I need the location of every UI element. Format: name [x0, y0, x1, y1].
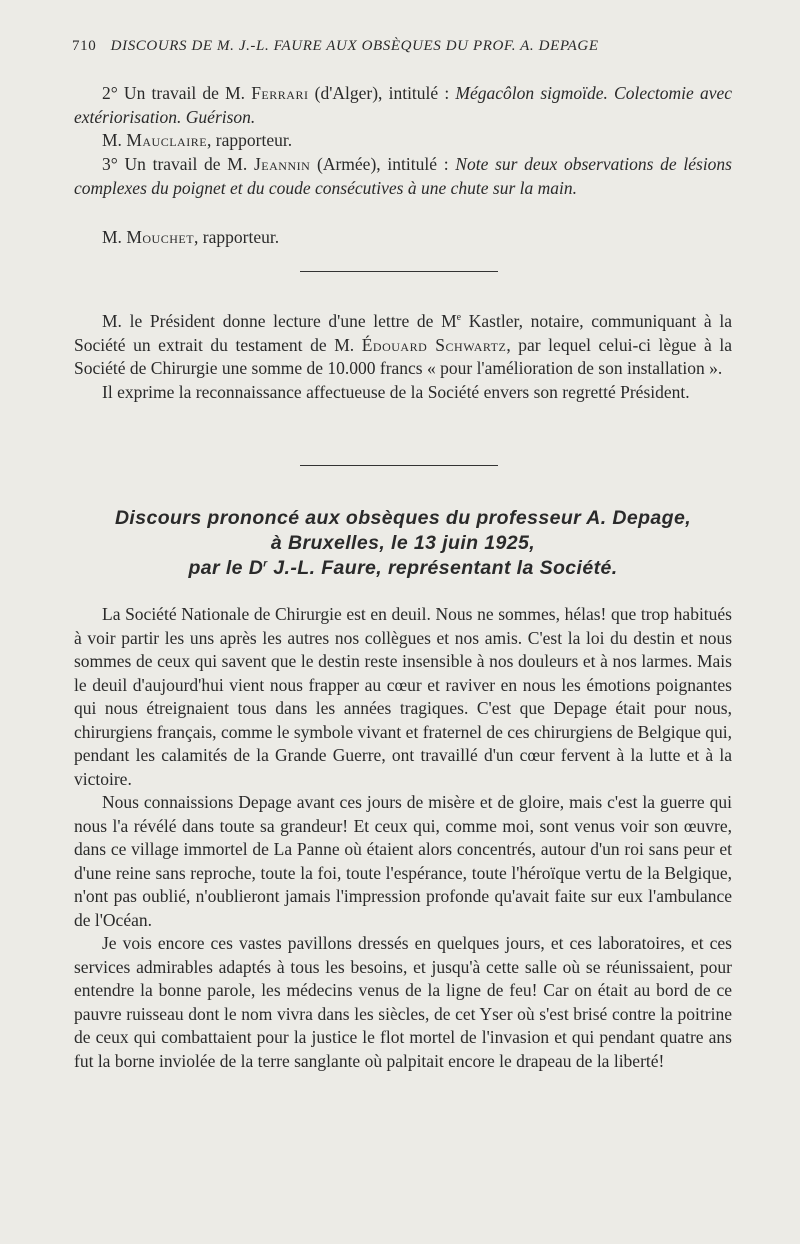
speech-body	[74, 603, 732, 1073]
speech-paragraph-1: La Société Nationale de Chirurgie est en deuil. Nous ne sommes, hélas! que trop habitués à voir partir les uns après les autres nos collègues et nos amis. C'est la loi du destin et nous sommes de ceux qui savent que le destin reste insensible à nos douleurs et à nos larmes. Mais le deuil d'aujourd'hui vient nous frapper au cœur et raviver en nous les émotions poignantes qui nous étreignaient tous dans les années tragiques. C'est que Depage était pour nous, chirurgiens français, comme le symbole vivant et fraternel de ces chirurgiens de Belgique qui, pendant les calamités de la Grande Guerre, ont travaillé d'un cœur fervent à la lutte et à la victoire.	[74, 604, 732, 789]
president-paragraph-2: Il exprime la reconnaissance affectueuse de la Société envers son regretté Président.	[102, 381, 690, 402]
president-p1-middle: Kastler, notaire, communiquant à la Société un extrait du testament de M.	[74, 311, 732, 355]
item-2-mid: (d'Alger), intitulé :	[308, 83, 456, 103]
item-3	[74, 153, 732, 200]
heading-line-2: à Bruxelles, le 13 juin 1925,	[270, 532, 536, 554]
item-3-reporter-name: Mouchet	[126, 227, 195, 247]
section-divider-1	[300, 271, 498, 272]
item-2-prefix: 2° Un travail de M.	[102, 83, 252, 103]
item-3-prefix: 3° Un travail de M.	[102, 154, 254, 174]
heading-line-1: Discours prononcé aux obsèques du professeur A. Depage,	[114, 507, 692, 529]
item-3-reporter	[74, 226, 732, 250]
item-3-title: Note sur deux observations de lésions complexes du poignet et du coude consécutives à une chute sur la main.	[74, 154, 732, 198]
item-2-reporter-role: , rapporteur.	[207, 130, 293, 150]
running-title: DISCOURS DE M. J.-L. FAURE AUX OBSÈQUES DU PROF. A. DEPAGE	[110, 38, 599, 54]
item-3-reporter-block	[74, 226, 732, 250]
heading-line-3-start: par le D	[188, 557, 264, 579]
speech-paragraph-2: Nous connaissions Depage avant ces jours de misère et de gloire, mais c'est la guerre qui nous l'a révélé dans toute sa grandeur! Et ceux qui, comme moi, sont venus voir son œuvre, dans ce village immortel de La Panne où étaient alors concentrés, autour d'un roi sans peur et d'une reine sans reproche, toute la foi, toute l'espérance, toute l'héroïque vertu de la Belgique, n'ont pas oublié, n'oublieront jamais l'impression profonde qu'avait faite sur eux l'ambulance de l'Océan.	[74, 792, 732, 930]
running-header	[72, 38, 732, 55]
item-3-mid: (Armée), intitulé :	[310, 154, 456, 174]
item-2-text	[74, 82, 732, 129]
item-3-reporter-role: , rapporteur.	[194, 227, 280, 247]
heading-line-3	[74, 556, 732, 581]
heading-line-3-end: J.-L. Faure, représentant la Société.	[267, 557, 618, 579]
president-p1-sup: e	[456, 312, 462, 324]
item-2-reporter-m: M.	[102, 130, 127, 150]
item-2	[74, 82, 732, 153]
president-section	[74, 310, 732, 404]
heading-line-3-sup: r	[263, 558, 268, 570]
item-3-author: Jeannin	[253, 154, 311, 174]
president-paragraph-1	[74, 310, 732, 381]
item-2-title: Mégacôlon sigmoïde. Colectomie avec extériorisation. Guérison.	[74, 83, 732, 127]
item-2-reporter-name: Mauclaire	[126, 130, 208, 150]
speech-paragraph-3: Je vois encore ces vastes pavillons dressés en quelques jours, et ces laboratoires, et ces services admirables adaptés à tous les besoins, et jusqu'à cette salle où se réunissaient, pour entendre la bonne parole, les médecins venus de la ligne de feu! Car on était au bord de ce pauvre ruisseau dont le nom vivra dans les siècles, de cet Yser où s'est brisé contre la poitrine de ceux qui combattaient pour la justice le flot mortel de l'invasion et qui pendant quatre ans fut la borne inviolée de la terre sanglante où palpitait encore le drapeau de la liberté!	[74, 933, 732, 1071]
item-2-author: Ferrari	[251, 83, 309, 103]
item-2-reporter	[74, 129, 732, 153]
speech-heading	[74, 506, 732, 581]
item-3-reporter-m: M.	[102, 227, 127, 247]
testator-name: Édouard Schwartz	[361, 334, 507, 355]
president-p1-start: M. le Président donne lecture d'une lettre de M	[102, 311, 457, 331]
section-divider-2	[300, 465, 498, 466]
item-3-text	[74, 153, 732, 200]
page-number: 710	[72, 38, 97, 54]
president-p1-end: , par lequel celui-ci lègue à la Société de Chirurgie une somme de 10.000 francs « pour l'amélioration de son installation ».	[74, 334, 732, 378]
